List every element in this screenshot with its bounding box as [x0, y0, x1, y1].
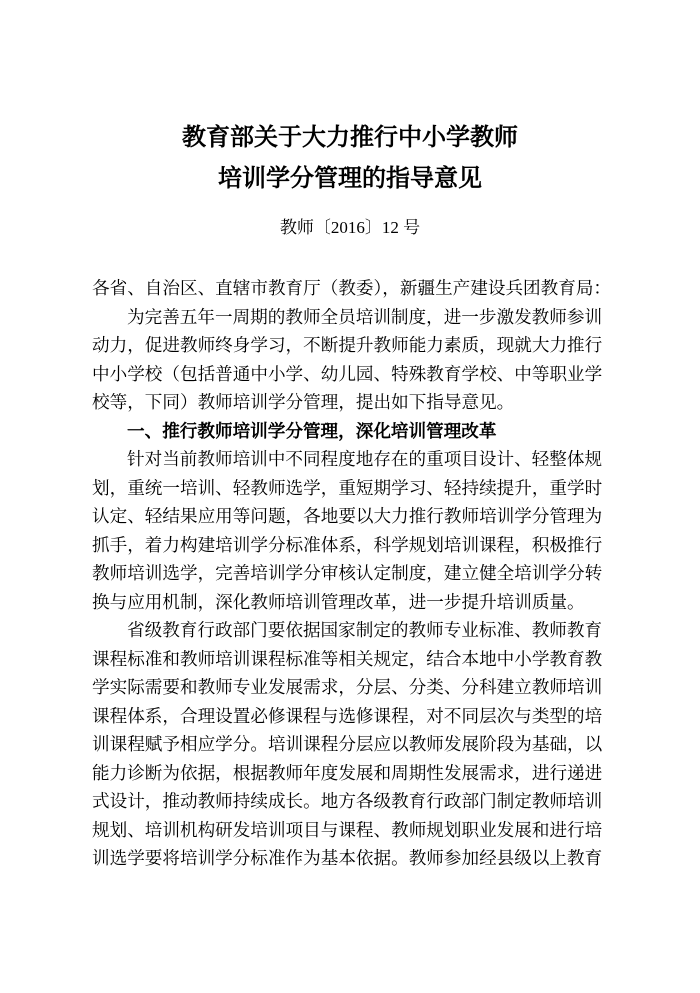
body-line: 换与应用机制，深化教师培训管理改革，进一步提升培训质量。 [92, 591, 585, 612]
body-line: 规划、培训机构研发培训项目与课程、教师规划职业发展和进行培 [92, 819, 603, 840]
body-line: 校等，下同）教师培训学分管理，提出如下指导意见。 [92, 392, 515, 412]
body-line: 为完善五年一周期的教师全员培训制度，进一步激发教师参训 [127, 306, 603, 327]
title-line-1: 教育部关于大力推行中小学教师 [182, 125, 518, 151]
body-line: 认定、轻结果应用等问题，各地要以大力推行教师培训学分管理为 [92, 506, 603, 526]
body-line: 省级教育行政部门要依据国家制定的教师专业标准、教师教育 [127, 620, 603, 640]
body-line: 划，重统一培训、轻教师选学，重短期学习、轻持续提升，重学时 [92, 477, 603, 498]
document-number: 教师〔2016〕12 号 [279, 218, 421, 237]
document-title [0, 118, 700, 200]
section-heading: 一、推行教师培训学分管理，深化培训管理改革 [127, 420, 497, 441]
body-line: 各省、自治区、直辖市教育厅（教委），新疆生产建设兵团教育局： [92, 278, 612, 298]
document-body [0, 274, 700, 873]
body-line: 中小学校（包括普通中小学、幼儿园、特殊教育学校、中等职业学 [92, 363, 603, 384]
body-line: 抓手，着力构建培训学分标准体系，科学规划培训课程，积极推行 [92, 534, 603, 555]
body-line: 课程标准和教师培训课程标准等相关规定，结合本地中小学教育教 [92, 648, 603, 669]
body-line: 训选学要将培训学分标准作为基本依据。教师参加经县级以上教育 [92, 848, 603, 868]
body-line: 课程体系，合理设置必修课程与选修课程，对不同层次与类型的培 [92, 705, 603, 726]
body-line: 训课程赋予相应学分。培训课程分层应以教师发展阶段为基础，以 [92, 734, 603, 754]
body-line: 针对当前教师培训中不同程度地存在的重项目设计、轻整体规 [127, 449, 603, 469]
title-line-2: 培训学分管理的指导意见 [218, 166, 482, 192]
body-line: 学实际需要和教师专业发展需求，分层、分类、分科建立教师培训 [92, 677, 603, 697]
body-line: 教师培训选学，完善培训学分审核认定制度，建立健全培训学分转 [92, 563, 603, 583]
body-line: 式设计，推动教师持续成长。地方各级教育行政部门制定教师培训 [92, 791, 603, 811]
body-line: 能力诊断为依据，根据教师年度发展和周期性发展需求，进行递进 [92, 762, 603, 783]
body-line: 动力，促进教师终身学习，不断提升教师能力素质，现就大力推行 [92, 335, 603, 355]
